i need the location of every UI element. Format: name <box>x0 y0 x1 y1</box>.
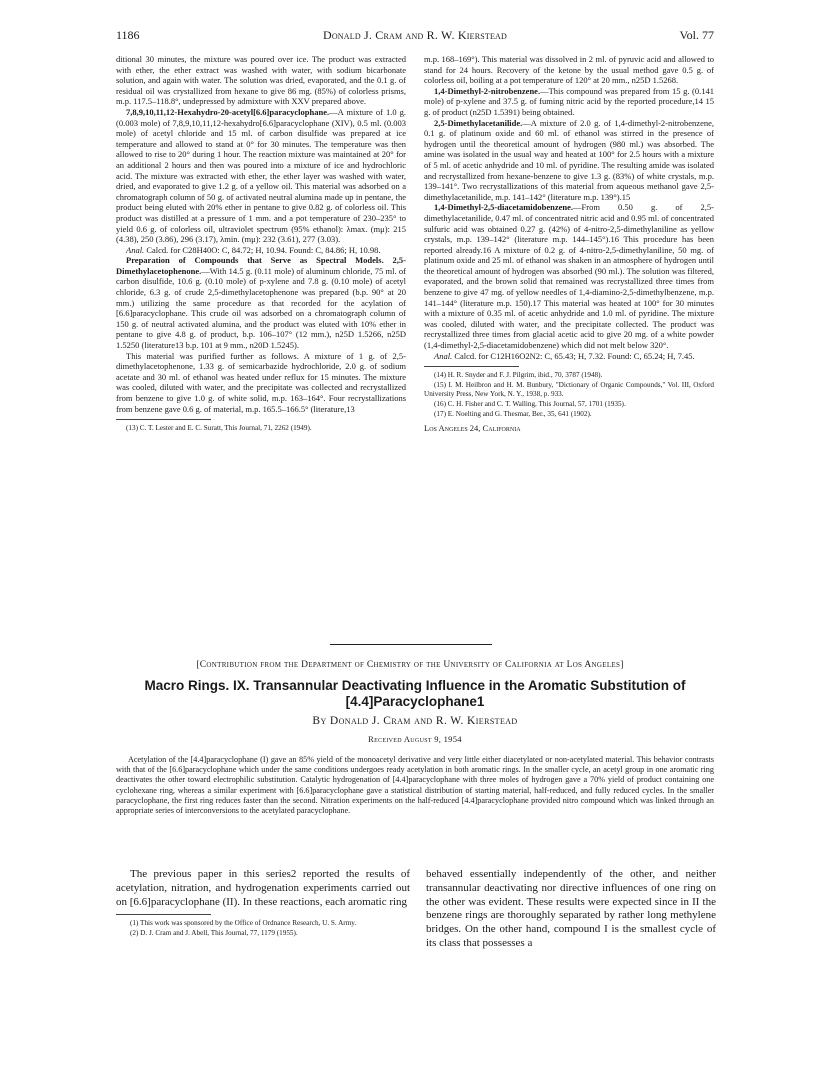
article-title: Macro Rings. IX. Transannular Deactivating Influence in the Aromatic Substitution of [4.4]Paracyclophane1 <box>144 678 686 709</box>
right-column <box>424 54 714 434</box>
section-heading: 7,8,9,10,11,12-Hexahydro-20-acetyl[6.6]paracyclophane. <box>126 106 330 117</box>
anal-label: Anal. <box>126 244 145 255</box>
section-heading: 1,4-Dimethyl-2-nitrobenzene. <box>434 85 541 96</box>
footnote-rule <box>424 366 519 367</box>
body-paragraph: The previous paper in this series2 reported the results of acetylation, nitration, and hydrogenation experiments carried out on [6.6]paracyclophane (II). In these reactions, each aromatic ring <box>116 868 410 908</box>
paragraph <box>424 118 714 203</box>
body-paragraph: behaved essentially independently of the other, and neither transannular deactivating nor directive influences of one ring on the other was evident. These results were expected since in II the benzene rings are thoroughly separated by rather long methylene bridges. On the other hand, compound I is the smallest cycle of its class that possesses a <box>426 868 716 949</box>
body-left-column <box>116 868 410 939</box>
received-date: Received August 9, 1954 <box>368 734 462 744</box>
paragraph-text: Calcd. for C12H16O2N2: C, 65.43; H, 7.32. Found: C, 65.24; H, 7.45. <box>452 350 695 361</box>
article-authors: By Donald J. Cram and R. W. Kierstead <box>312 715 518 727</box>
paragraph-text: —From 0.50 g. of 2,5-dimethylacetanilide, 0.47 ml. of concentrated nitric acid and 0.95 ml. of concentrated sulfuric acid was obtained 0.27 g. (42%) of 4-nitro-2,5-dimethylaniline as yellow crystals, m.p. 139–142° (literature m.p. 144–145°).16 This procedure has been reported already.16 A mixture of 0.2 g. of 4-nitro-2,5-dimethylaniline, 50 mg. of platinum oxide and 25 ml. of ethanol was shaken in an atmosphere of hydrogen until the theoretical amount of hydrogen was absorbed (90 ml.). The solution was filtered, evaporated, and the brown solid that remained was recrystallized three times from benzene to give 47 mg. of yellow needles of 1,4-diamino-2,5-dimethylbenzene, m.p. 141–144° (literature m.p. 150).17 This material was heated at 100° for 30 minutes with a mixture of 0.35 ml. of acetic anhydride and 1.0 ml. of pyridine. The mixture was cooled, diluted with water, and the precipitate collected. The product was recrystallized three times from glacial acetic acid to give 20 mg. of a white powder (1,4-dimethyl-2,5-diacetamidobenzene) which did not melt below 320°. <box>424 202 714 351</box>
anal-label: Anal. <box>434 350 453 361</box>
footnote-1: (1) This work was sponsored by the Office of Ordnance Research, U. S. Army. <box>130 919 357 928</box>
paragraph <box>116 107 406 245</box>
section-heading: 2,5-Dimethylacetanilide. <box>434 117 523 128</box>
abstract: Acetylation of the [4.4]paracyclophane (I) gave an 85% yield of the monoacetyl derivative and very little either diacetylated or non-acetylated material. This behavior contrasts with that of the [6.6]paracyclophane which under the same conditions undergoes ready acetylation in both aromatic rings. In the smaller cycle, an acetyl group in one aromatic ring deactivates the other toward electrophilic substitution. Catalytic hydrogenation of [4.4]paracyclophane with three moles of hydrogen gave a 70% yield of product containing one cyclohexane ring, whereas a similar experiment with [6.6]paracyclophane gave a statistical distribution of starting material, half-reduced, and fully reduced cycles. In the smaller paracyclophane, the first ring reduces faster than the second. Nitration experiments on the half-reduced [4.4]paracyclophane provided nitro compound which was linked through an appropriate series of interconversions to the acetylated paracyclophane. <box>116 755 714 816</box>
paragraph: m.p. 168–169°). This material was dissolved in 2 ml. of pyruvic acid and allowed to stand for 24 hours. Recovery of the ketone by the usual method gave 0.5 g. of colorless oil, boiling at a pot temperature of 120° at 20 mm., n25D 1.5268. <box>424 54 714 86</box>
contribution-line: [Contribution from the Department of Chemistry of the University of California at Los Angeles] <box>196 660 624 670</box>
volume-number: Vol. 77 <box>679 28 714 42</box>
paragraph-text: —With 14.5 g. (0.11 mole) of aluminum chloride, 75 ml. of carbon disulfide, 10.6 g. (0.10 mole) of p-xylene and 7.8 g. (0.10 mole) of acetyl chloride, 6.3 g. of crude 2,5-dimethylacetophenone was prepared (b.p. 90° at 20 mm.) utilizing the same procedure as that recorded for the acylation of [6.6]paracyclophane. This crude oil was adsorbed on a chromatograph column of 150 g. of neutral activated alumina, and the product was eluted with 10% ether in pentane to give 4.8 g. of product, b.p. 106–107° (12 mm.), n25D 1.5266, n25D 1.5250 (literature13 b.p. 101 at 9 mm., n20D 1.5245). <box>116 265 406 351</box>
paragraph: This material was purified further as follows. A mixture of 1 g. of 2,5-dimethylacetophenone, 1.33 g. of semicarbazide hydrochloride, 2.0 g. of sodium acetate and 30 ml. of ethanol was heated under reflux for 15 minutes. The mixture was cooled, diluted with water, and the precipitate was collected and recrystallized from benzene to give 1.0 g. of white solid, m.p. 163–164°. Four recrystallizations from benzene gave 0.6 g. of material, m.p. 165.5–166.5° (literature,13 <box>116 350 406 414</box>
paragraph-text: —A mixture of 2.0 g. of 1,4-dimethyl-2-nitrobenzene, 0.1 g. of platinum oxide and 60 ml. of ethanol was stirred in the presence of hydrogen until the theoretical amount of hydrogen (980 ml.) was absorbed. The amine was isolated in the usual way and heated at 100° for 2.5 hours with a mixture of 5 ml. of acetic anhydride and 10 ml. of pyridine. The resulting amide was isolated and recrystallized from hexane-benzene to give 1.3 g. (83%) of white crystals, m.p. 139–141°. Two recrystallizations of this material from aqueous methanol gave 2,5-dimethylacetanilide, m.p. 141–142° (literature m.p. 139°).15 <box>424 117 714 202</box>
footnote-17: (17) E. Noelting and G. Thesmar, Ber., 35, 641 (1902). <box>434 409 592 418</box>
body-right-column <box>426 868 716 951</box>
paragraph-text: —This compound was prepared from 15 g. (0.141 mole) of p-xylene and 37.5 g. of fuming nitric acid by the reported procedure,14 15 g. of product (n25D 1.5391) being obtained. <box>424 85 714 117</box>
footnote-16: (16) C. H. Fisher and C. T. Walling, This Journal, 57, 1701 (1935). <box>434 400 626 408</box>
paragraph-text: Calcd. for C28H40O: C, 84.72; H, 10.94. Found: C, 84.86; H, 10.98. <box>144 244 381 255</box>
paragraph <box>424 86 714 118</box>
footnote-13: (13) C. T. Lester and E. C. Suratt, This Journal, 71, 2262 (1949). <box>126 424 312 433</box>
left-column <box>116 54 406 434</box>
footnote-rule <box>116 914 211 915</box>
running-title: Donald J. Cram and R. W. Kierstead <box>322 28 508 42</box>
page-number: 1186 <box>116 28 140 42</box>
footnote-14: (14) H. R. Snyder and F. J. Pilgrim, ibid., 70, 3787 (1948). <box>434 371 603 380</box>
footnote-rule <box>116 419 211 420</box>
paragraph-text: —A mixture of 1.0 g. (0.003 mole) of 7,8,9,10,11,12-hexahydro[6.6]paracyclophane (XIV), 0.5 ml. (0.003 mole) of acetyl chloride and 15 ml. of carbon disulfide was prepared at ice temperature and allowed to stand at 0° for 30 minutes. The temperature was then allowed to rise to 20° during 1 hour. The reaction mixture was maintained at 20° for an additional 2 hours and then was poured into a mixture of ice and hydrochloric acid. The mixture was extracted with ether, the ether layer was washed with water, dried, and evaporated to give 1.2 g. of a yellow oil. This material was adsorbed on a chromatograph column of 50 g. of activated neutral alumina made up in pentane, the product being eluted with 20% ether in pentane to give 0.82 g. of colorless oil. This product was distilled at a pressure of 1 mm. and a pot temperature of 230–235° to yield 0.6 g. of colorless oil, ultraviolet spectrum (95% ethanol): λmax. (mμ): 215 (4.38), 250 (3.86), 296 (3.17), λmin. (mμ): 232 (3.61), 277 (3.03). <box>116 106 406 245</box>
paragraph <box>116 245 406 256</box>
footnote-15: (15) I. M. Heilbron and H. M. Bunbury, "Dictionary of Organic Compounds," Vol. III, Oxford University Press, New York, N. Y., 1938, p. 933. <box>424 380 714 399</box>
footnote-2: (2) D. J. Cram and J. Abell, This Journal, 77, 1179 (1955). <box>130 928 298 937</box>
running-header <box>116 28 714 44</box>
paragraph <box>116 255 406 350</box>
paragraph: ditional 30 minutes, the mixture was poured over ice. The product was extracted with ether, the ether extract was washed with water, with sodium bicarbonate solution, and again with water. The solution was dried, evaporated, and the 0.1 g. of residual oil was crystallized from hexane to give 86 mg. (85%) of colorless prisms, m.p. 117.5–118.8°, undepressed by admixture with XXV prepared above. <box>116 54 406 107</box>
paragraph <box>424 351 714 362</box>
article-separator <box>330 644 492 645</box>
paragraph <box>424 202 714 350</box>
section-heading: Preparation of Compounds that Serve as Spectral Models. 2,5-Dimethylacetophenone. <box>116 255 406 276</box>
section-heading: 1,4-Dimethyl-2,5-diacetamidobenzene. <box>434 202 574 213</box>
institution-location: Los Angeles 24, California <box>424 423 521 434</box>
